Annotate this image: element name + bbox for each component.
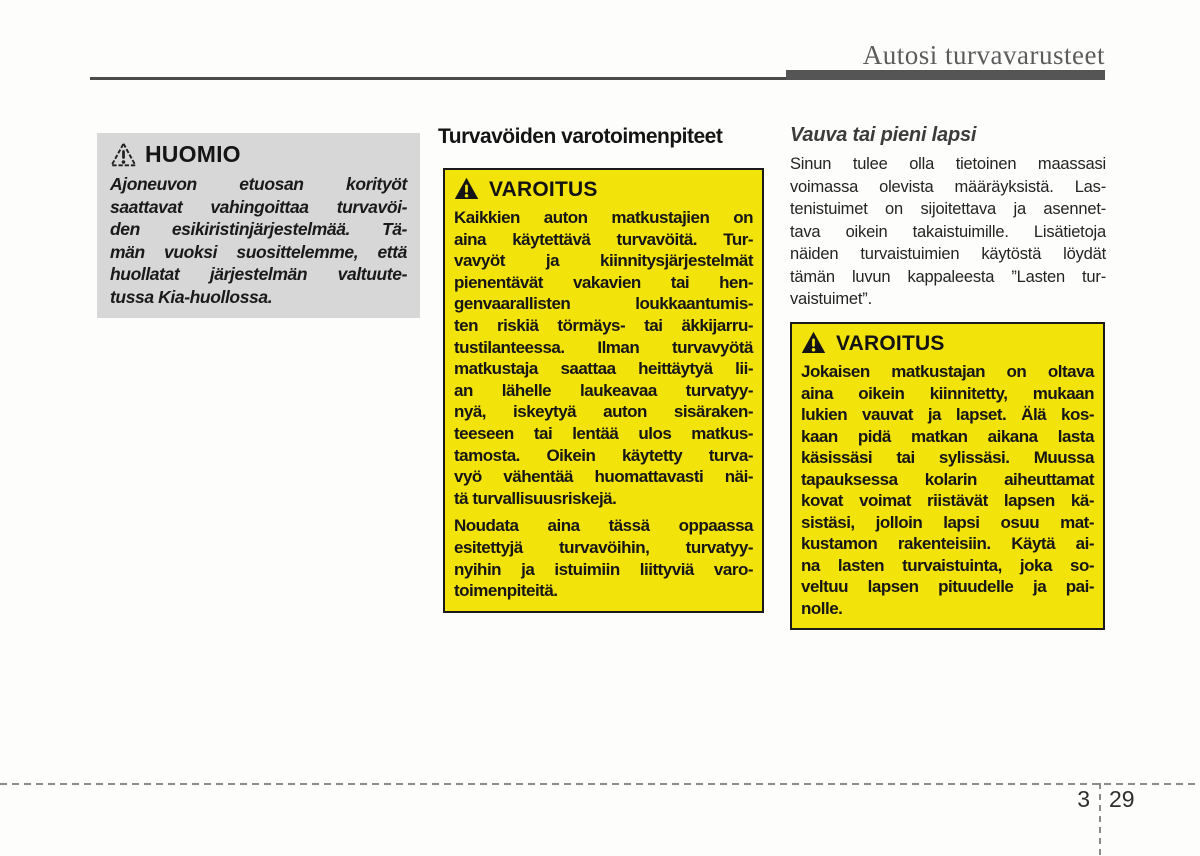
caution-box-header: [110, 141, 407, 168]
seatbelt-warning-title: VAROITUS: [489, 177, 598, 201]
caution-text: Ajoneuvon etuosan korityöt saattavat vahingoittaa turvavöi- den esikiristinjärjestelmää. Tä- män vuoksi suosittelemme, että huollatat järjestelmän valtuute- tussa Kia-huollossa.: [110, 174, 407, 307]
warning-triangle-icon: [454, 177, 481, 202]
section-heading-infant-or-small-child: Vauva tai pieni lapsi: [790, 124, 977, 146]
child-warning-paragraph: Jokaisen matkustajan on oltava aina oikein kiinnitetty, mukaan lukien vauvat ja lapset. Älä kos- kaan pidä matkan aikana lasta käsissäsi tai sylissäsi. Muussa tapauksessa kolarin aiheuttamat kovat voimat riistävät lapsen kä- sistäsi, jolloin lapsi osuu mat- kustamon rakenteisiin. Käytä ai- na lasten turvaistuinta, joka so- veltuu lapsen pituudelle ja pai- nolle.: [801, 362, 1094, 618]
seatbelt-warning-box: [443, 168, 764, 613]
seatbelt-warning-paragraph-2: Noudata aina tässä oppaassa esitettyjä turvavöihin, turvatyy- nyihin ja istuimiin liittyviä varo- toimenpiteitä.: [454, 516, 753, 601]
caution-triangle-outline-icon: [110, 142, 137, 167]
page-header-title: Autosi turvavarusteet: [862, 40, 1105, 70]
infant-section-paragraph: Sinun tulee olla tietoinen maassasi voimassa olevista määräyksistä. Las- tenistuimet on sijoitettava ja asennet- tava oikein takaistuimille. Lisätietoja näiden turvaistuimien käytöstä löydät tämän luvun kappaleesta ”Lasten tur- vaistuimet”.: [790, 155, 1106, 308]
seatbelt-warning-header: [454, 177, 753, 202]
child-warning-header: [801, 331, 1094, 356]
caution-box: [97, 133, 420, 318]
footer-chapter-number: 3: [1077, 786, 1090, 812]
header-rule-thick: [786, 70, 1105, 80]
warning-triangle-icon: [801, 331, 828, 356]
seatbelt-warning-paragraph-1: Kaikkien auton matkustajien on aina käytettävä turvavöitä. Tur- vavyöt ja kiinnitysjärjestelmät pienentävät vakavien tai hen- genvaarallisten loukkaantumis- ten riskiä törmäys- tai äkkijarru- tustilanteessa. Ilman turvavyötä matkustaja saattaa heittäytyä lii- an lähelle laukeavaa turvatyy- nyä, iskeytyä auton sisäraken- teeseen tai lentää ulos matkus- tamosta. Oikein käytetty turva- vyö vähentää huomattavasti näi- tä turvallisuusriskejä.: [454, 208, 753, 508]
child-warning-box: [790, 322, 1105, 630]
section-heading-seatbelt-precautions: Turvavöiden varotoimenpiteet: [438, 125, 723, 148]
footer-dashed-rule: [0, 783, 1200, 785]
child-warning-title: VAROITUS: [836, 331, 945, 355]
footer-page-number: 29: [1109, 786, 1135, 812]
caution-title: HUOMIO: [145, 141, 241, 167]
footer-dashed-divider: [1099, 783, 1101, 856]
